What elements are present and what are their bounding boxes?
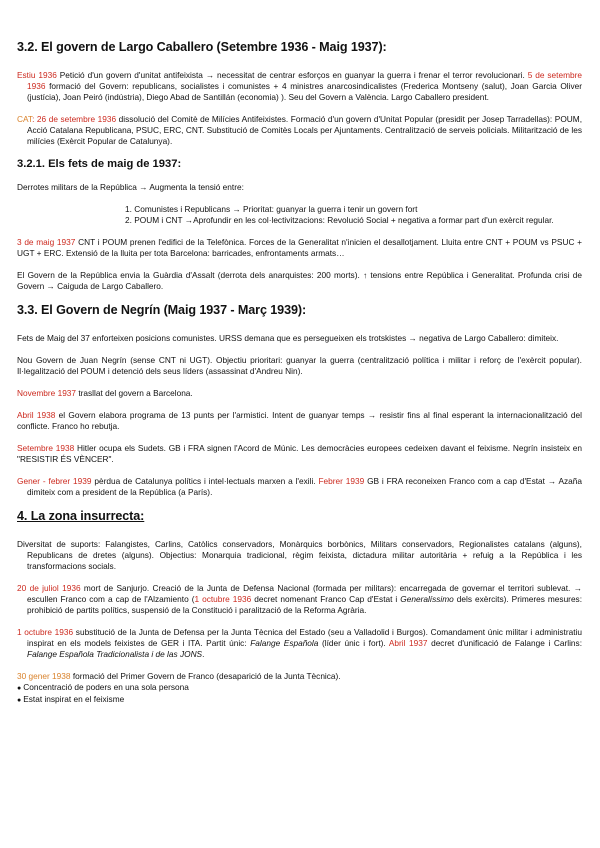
date-highlight: Gener - febrer 1939 (17, 476, 92, 486)
paragraph-gener-1938 (17, 671, 582, 682)
bullet-list (17, 682, 582, 706)
date-highlight: 3 de maig 1937 (17, 237, 76, 247)
paragraph-text: mort de Sanjurjo. Creació de la Junta de Defensa Nacional (formada per militars): encarregada de governar el territori sublevat. → escullen Franco com a cap de l'Alzamiento ( (27, 583, 583, 604)
date-highlight: Abril 1938 (17, 410, 56, 420)
paragraph-text: CNT i POUM prenen l'edifici de la Telefònica. Forces de la Generalitat n'inicien el desallotjament. Lluita entre CNT + POUM vs PSUC + UGT + ERC. Extensió de la lluita per tota Barcelona: barricades, enfrontaments armats… (17, 237, 582, 258)
paragraph-novembre-1937 (17, 388, 582, 399)
paragraph-text: formació del Primer Govern de Franco (desaparició de la Junta Tècnica). (70, 671, 341, 681)
paragraph-text: (líder únic i fort). (318, 638, 389, 648)
paragraph-guardia-assalt: El Govern de la República envia la Guàrdia d'Assalt (derrota dels anarquistes: 200 morts). ↑ tensions entre República i Generalitat. Profunda crisi de Govern → Caiguda de Largo Caballero. (17, 270, 582, 291)
paragraph-text: GB i FRA reconeixen Franco com a cap d'Estat → Azaña dimiteix com a president de la República (a París). (27, 476, 583, 497)
paragraph-text: decret nomenant Franco Cap d'Estat i (251, 594, 401, 604)
region-highlight: CAT (17, 114, 33, 124)
paragraph-text: . (202, 649, 205, 659)
section-title-negrin: 3.3. El Govern de Negrín (Maig 1937 - Març 1939): (17, 303, 307, 317)
paragraph-abril-1938 (17, 410, 582, 432)
paragraph-gener-1939 (17, 476, 582, 498)
paragraph-octubre-1936 (17, 627, 582, 660)
date-highlight: 1 octubre 1936 (17, 627, 74, 637)
paragraph-diversitat: Diversitat de suports: Falangistes, Carlins, Catòlics conservadors, Monàrquics borbònics, Militars conservadors, Regionalistes catalans (alguns), Republicans de dretes (alguns). Objectius: Monarquia tradicional, règim feixista, dictadura militar autoritària + refuig a la República i les transformacions socials. (17, 539, 582, 571)
section-title-fets-maig: 3.2.1. Els fets de maig de 1937: (17, 158, 182, 170)
date-highlight: : 26 de setembre 1936 (32, 114, 117, 124)
paragraph-text: dels exèrcits). Primeres mesures: prohibició de partits polítics, suspensió de la Constitució i paralització de la Reforma Agrària. (27, 594, 583, 615)
emphasis-text: Generalíssimo (400, 594, 454, 604)
date-highlight: 20 de juliol 1936 (17, 583, 81, 593)
paragraph-text: pèrdua de Catalunya polítics i intel·lectuals marxen a l'exili. (91, 476, 319, 486)
paragraph-fets-maig-37: Fets de Maig del 37 enforteixen posicions comunistes. URSS demana que es persegueixen els trotskistes → negativa de Largo Caballero: dimiteix. (17, 333, 559, 343)
date-highlight: 30 gener 1938 (17, 671, 71, 681)
paragraph-juliol-1936 (17, 583, 582, 616)
paragraph-text: Petició d'un govern d'unitat antifeixista → necessitat de centrar esforços en guanyar la guerra i frenar el terror revolucionari. (56, 70, 528, 80)
paragraph-derrotes: Derrotes militars de la República → Augmenta la tensió entre: (17, 182, 244, 192)
paragraph-text: decret d'unificació de Falange i Carlins: (427, 638, 583, 648)
paragraph-text: el Govern elabora programa de 13 punts per l'armistici. Intent de guanyar temps → resistir fins al final esperant la internacionalització del conflicte. Franco ho rebutja. (17, 410, 582, 431)
section-title-largo-caballero: 3.2. El govern de Largo Caballero (Setembre 1936 - Maig 1937): (17, 40, 387, 54)
paragraph-nou-govern: Nou Govern de Juan Negrín (sense CNT ni UGT). Objectiu prioritari: guanyar la guerra (centralització política i militar i reforç de l'exèrcit popular). Il·legalització del POUM i detenció dels seus líders (assassinat d'Andreu Nin). (17, 355, 582, 376)
paragraph-text: trasllat del govern a Barcelona. (76, 388, 193, 398)
section-title-zona-insurrecta: 4. La zona insurrecta: (17, 509, 145, 523)
list-item: ● Concentració de poders en una sola persona (17, 682, 582, 694)
list-item: 2. POUM i CNT →Aprofundir en les col·lectivitzacions: Revolució Social + negativa a formar part d'un exèrcit regular. (125, 215, 554, 225)
paragraph-telefonica (17, 237, 582, 259)
paragraph-text: Hitler ocupa els Sudets. GB i FRA signen l'Acord de Múnic. Les democràcies europees cedeixen davant el feixisme. Negrín insisteix en "RESISTIR ÉS VÈNCER". (17, 443, 583, 464)
date-highlight: Febrer 1939 (318, 476, 365, 486)
paragraph-govern-largo (17, 70, 582, 103)
emphasis-text: Falange Española (250, 638, 319, 648)
date-highlight: Estiu 1936 (17, 70, 57, 80)
paragraph-text: dissolució del Comitè de Milícies Antifeixistes. Formació d'un govern d'Unitat Popular (presidit per Josep Tarradellas): POUM, Acció Catalana Republicana, PSUC, ERC, CNT. Substitució de Comitès Locals per Ajuntaments. Centralització de serveis policials. Militarització de les milícies (Exèrcit Popular de Catalunya). (27, 114, 582, 146)
date-highlight: Abril 1937 (388, 638, 428, 648)
list-item: ● Estat inspirat en el feixisme (17, 694, 582, 706)
date-highlight: Setembre 1938 (17, 443, 75, 453)
tension-list (17, 204, 582, 226)
date-highlight: 5 de setembre 1936 (27, 70, 582, 91)
paragraph-text: formació del Govern: republicans, socialistes i comunistes + 4 ministres anarcosindicalistes (Frederica Montseny (salut), Joan Garcia Oliver (justícia), Joan Peiró (indústria), Diego Abad de Santillán (economia) ). Seu del Govern a València. Largo Caballero president. (27, 81, 582, 102)
paragraph-cat (17, 114, 582, 147)
date-highlight: Novembre 1937 (17, 388, 77, 398)
list-item: 1. Comunistes i Republicans → Prioritat: guanyar la guerra i tenir un govern fort (125, 204, 418, 214)
date-highlight: 1 octubre 1936 (194, 594, 252, 604)
emphasis-text: Falange Española Tradicionalista i de las JONS (27, 649, 203, 659)
paragraph-setembre-1938 (17, 443, 582, 465)
paragraph-text: substitució de la Junta de Defensa per la Junta Tècnica del Estado (seu a Valladolid i Burgos). Comandament únic militar i administratiu inspirat en els models feixistes de GER i ITA. Partit únic: (27, 627, 582, 648)
